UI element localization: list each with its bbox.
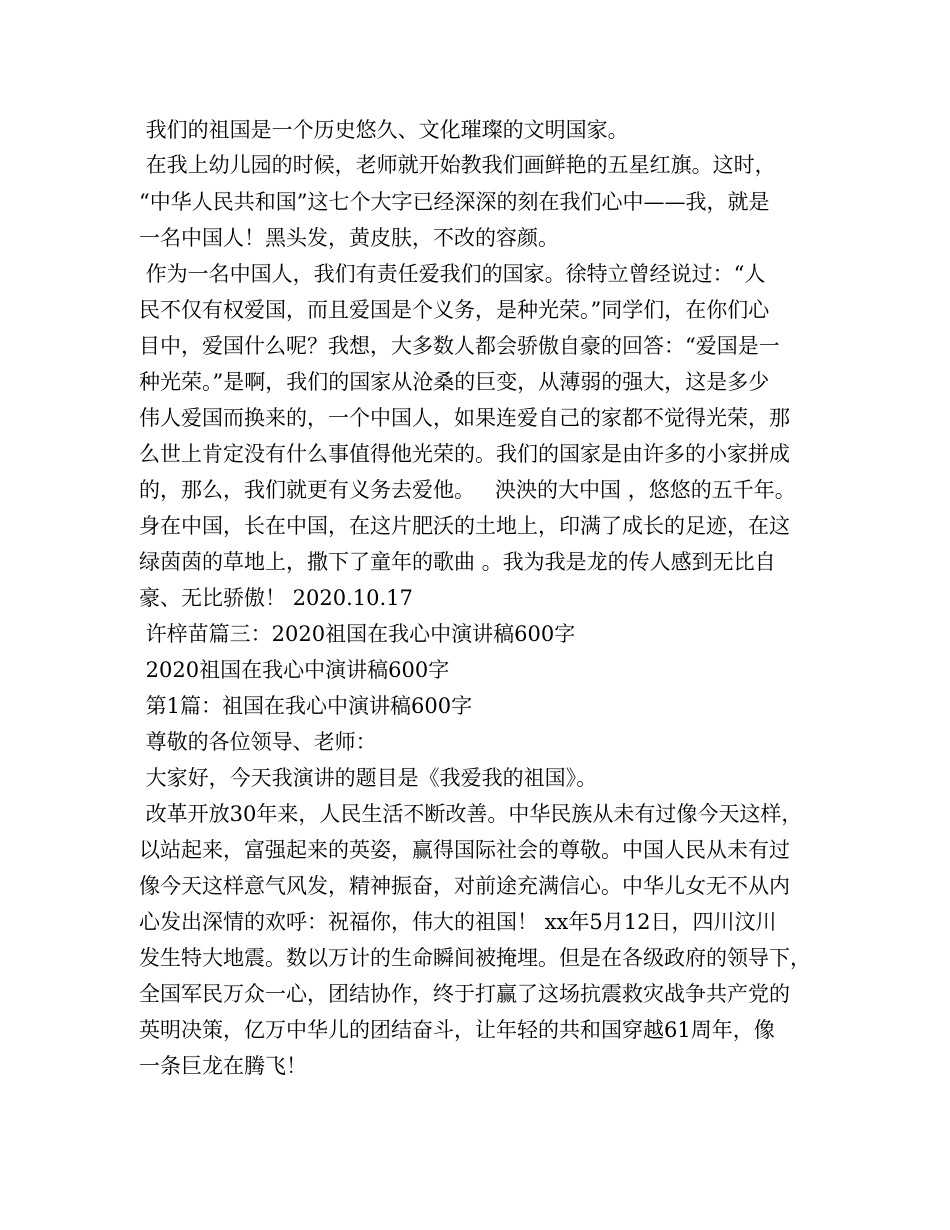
text-line: 发生特大地震。数以万计的生命瞬间被掩埋。但是在各级政府的领导下， [139,946,811,970]
text-line: 民不仅有权爱国，而且爱国是个义务，是种光荣。”同学们，在你们心 [139,298,770,322]
text-line: 一条巨龙在腾飞！ [139,1054,307,1078]
text-line: 2020祖国在我心中演讲稿600字 [139,658,450,682]
text-line: 的，那么，我们就更有义务去爱他。 泱泱的大中国 ，悠悠的五千年。 [139,478,796,502]
text-line: 豪、无比骄傲！ 2020.10.17 [139,586,413,610]
text-line: 目中，爱国什么呢？我想，大多数人都会骄傲自豪的回答：“爱国是一 [139,334,780,358]
text-line: 绿茵茵的草地上，撒下了童年的歌曲 。我为我是龙的传人感到无比自 [139,550,776,574]
text-line: 么世上肯定没有什么事值得他光荣的。我们的国家是由许多的小家拼成 [139,442,790,466]
text-line: 英明决策，亿万中华儿的团结奋斗，让年轻的共和国穿越61周年，像 [139,1018,775,1042]
text-line: 一名中国人！黑头发，黄皮肤，不改的容颜。 [139,226,559,250]
text-line: 心发出深情的欢呼：祝福你，伟大的祖国！ xx年5月12日，四川汶川 [139,910,777,934]
text-line: 大家好，今天我演讲的题目是《我爱我的祖国》。 [139,766,598,790]
text-line: 像今天这样意气风发，精神振奋，对前途充满信心。中华儿女无不从内 [139,874,790,898]
text-line: 作为一名中国人，我们有责任爱我们的国家。徐特立曾经说过：“人 [139,262,766,286]
text-line: 以站起来，富强起来的英姿，赢得国际社会的尊敬。中国人民从未有过 [139,838,790,862]
text-line: 身在中国，长在中国，在这片肥沃的土地上，印满了成长的足迹，在这 [139,514,790,538]
text-line: “中华人民共和国”这七个大字已经深深的刻在我们心中——我，就是 [139,190,770,214]
text-line: 我们的祖国是一个历史悠久、文化璀璨的文明国家。 [139,118,629,142]
text-line: 伟人爱国而换来的，一个中国人，如果连爱自己的家都不觉得光荣，那 [139,406,790,430]
text-line: 在我上幼儿园的时候，老师就开始教我们画鲜艳的五星红旗。这时， [139,153,776,177]
text-line: 尊敬的各位领导、老师： [139,730,377,754]
text-line: 全国军民万众一心，团结协作，终于打赢了这场抗震救灾战争共产党的 [139,982,790,1006]
text-line: 第1篇：祖国在我心中演讲稿600字 [139,694,473,718]
text-line: 改革开放30年来，人民生活不断改善。中华民族从未有过像今天这样， [139,802,803,826]
text-line: 许梓苗篇三：2020祖国在我心中演讲稿600字 [139,622,576,646]
text-line: 种光荣。”是啊，我们的国家从沧桑的巨变，从薄弱的强大，这是多少 [139,370,770,394]
